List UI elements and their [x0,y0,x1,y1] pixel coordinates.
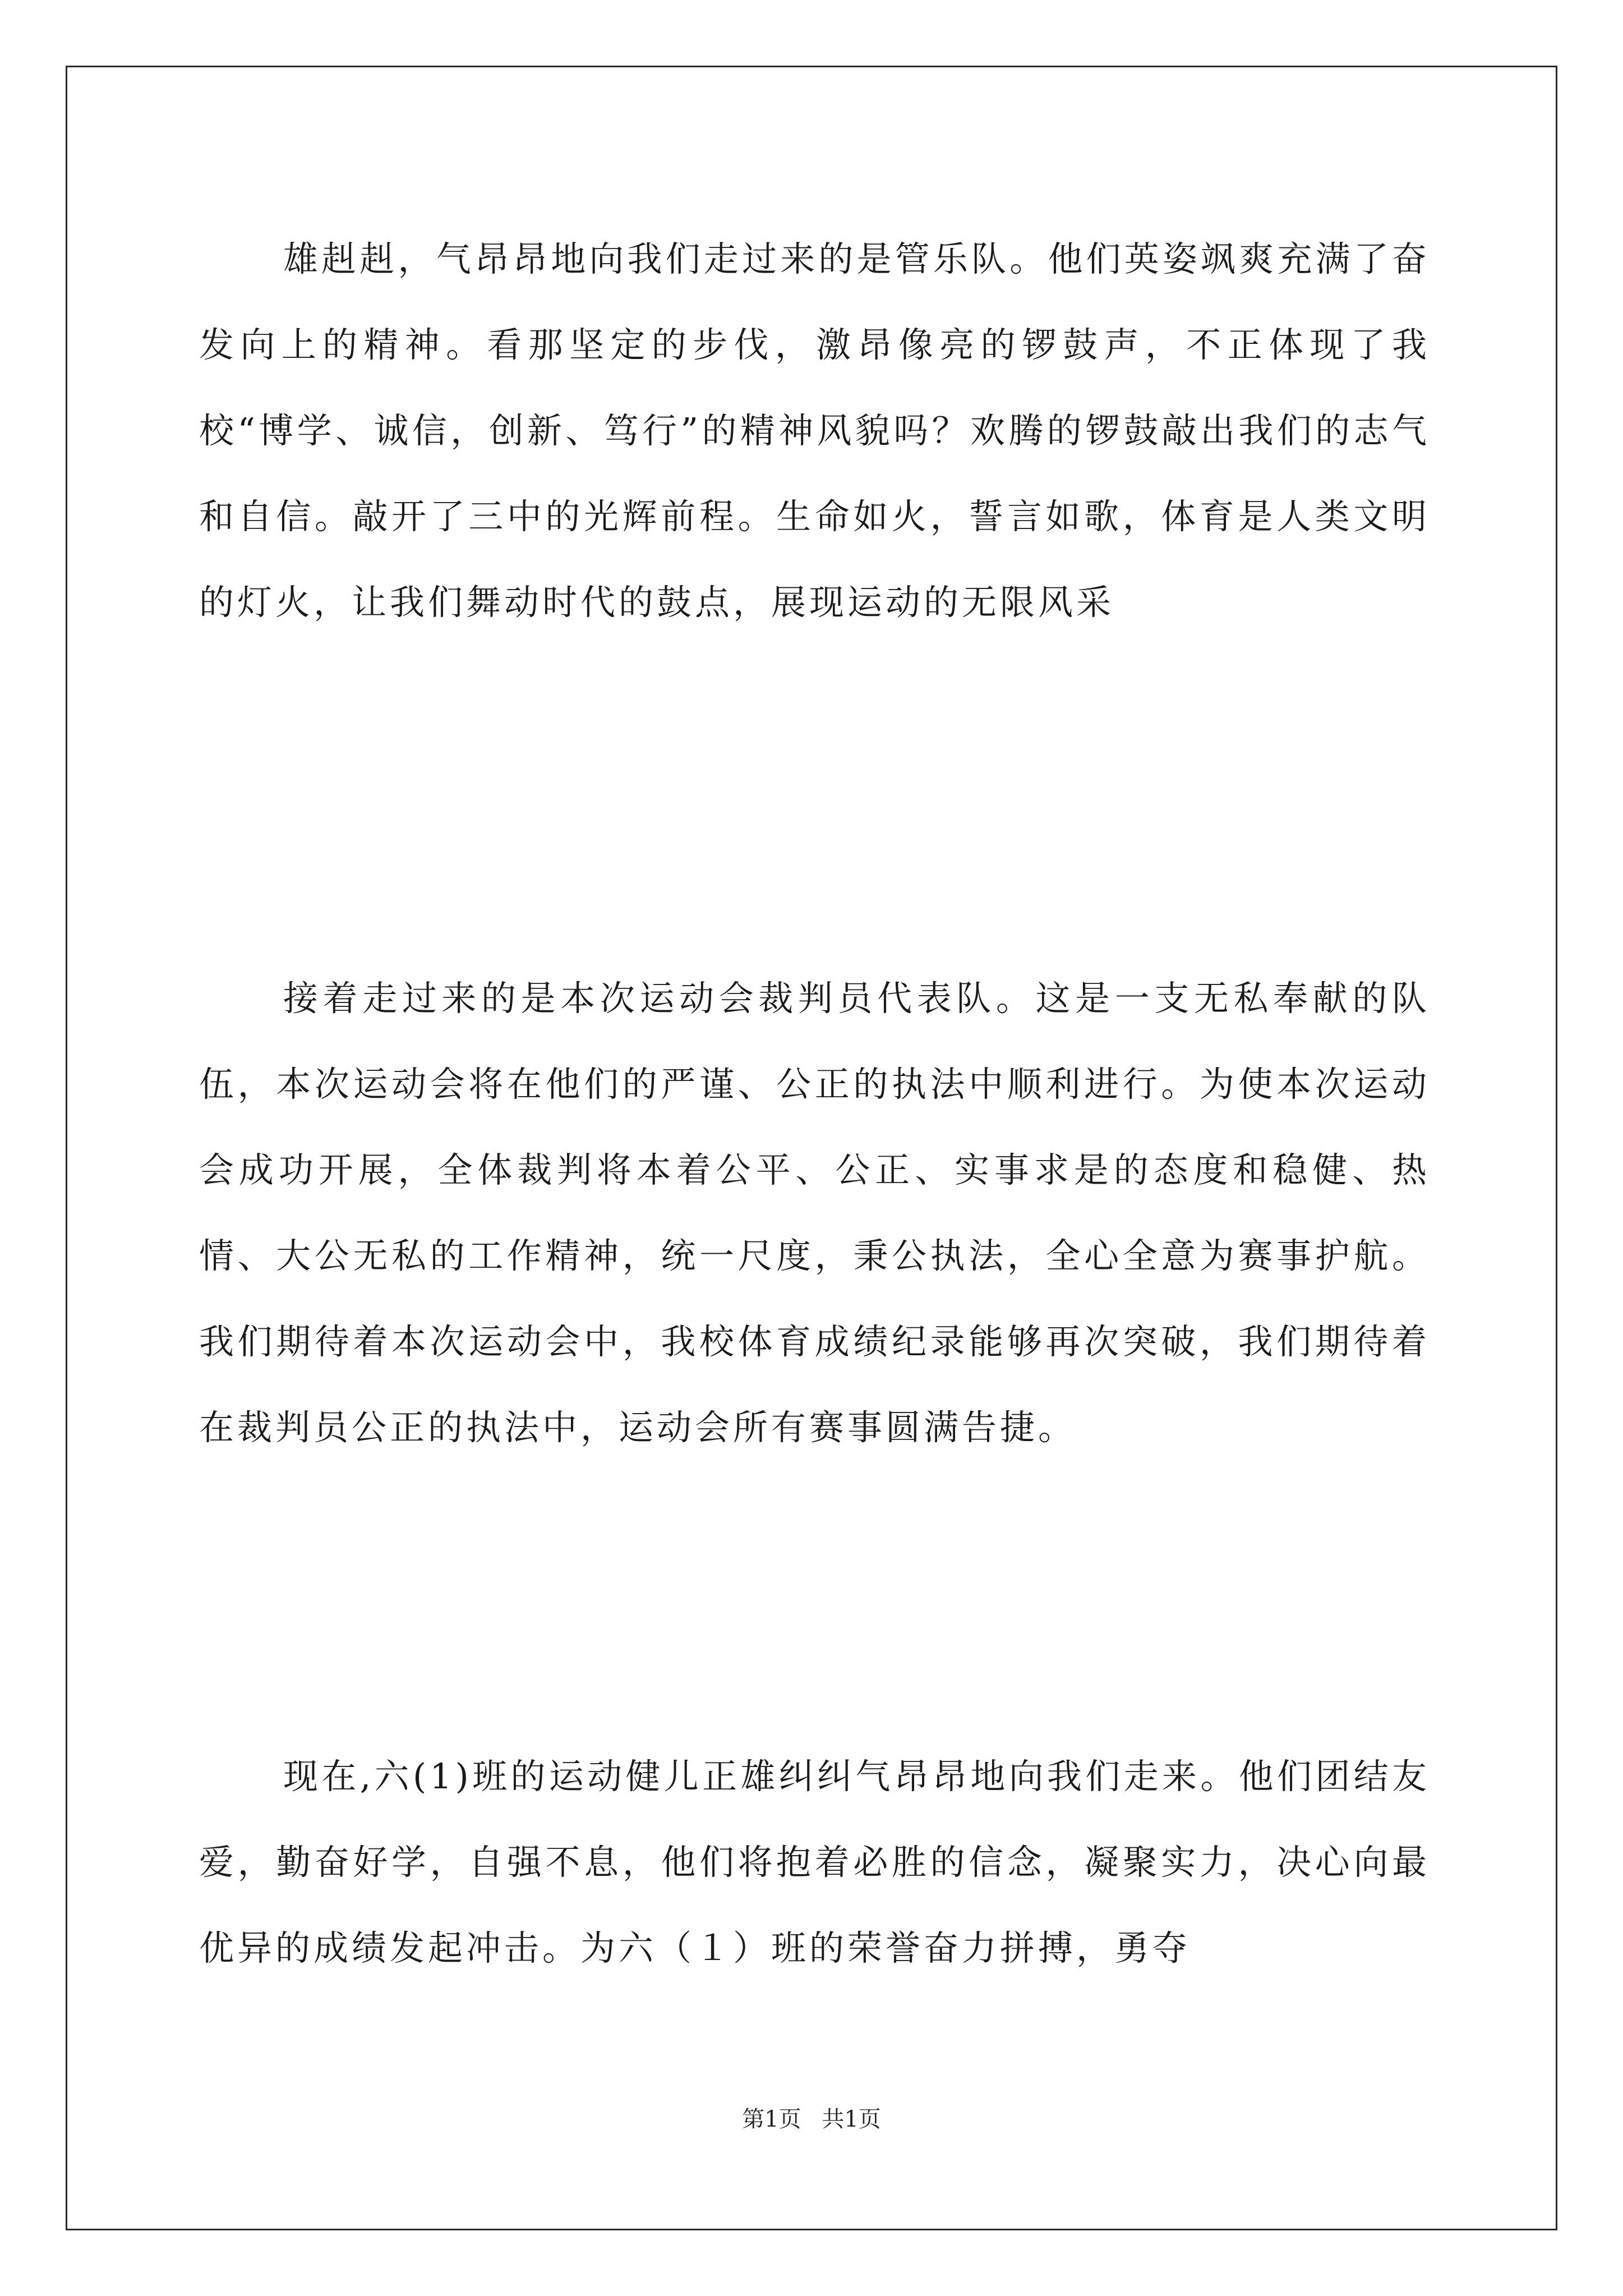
page-total: 共1页 [822,2106,881,2132]
paragraph-class-six-one: 现在,六(1)班的运动健儿正雄纠纠气昂昂地向我们走来。他们团结友爱，勤奋好学，自强不息，他们将抱着必胜的信念，凝聚实力，决心向最优异的成绩发起冲击。为六（１）班的荣誉奋力拼搏，勇夺 [199,1756,1430,1968]
page-number: 第1页 [742,2106,801,2132]
paragraph-referee-team: 接着走过来的是本次运动会裁判员代表队。这是一支无私奉献的队伍，本次运动会将在他们的严谨、公正的执法中顺利进行。为使本次运动会成功开展，全体裁判将本着公平、公正、实事求是的态度和稳健、热情、大公无私的工作精神，统一尺度，秉公执法，全心全意为赛事护航。我们期待着本次运动会中，我校体育成绩纪录能够再次突破，我们期待着在裁判员公正的执法中，运动会所有赛事圆满告捷。 [199,978,1430,1448]
paragraph-marching-band: 雄赳赳，气昂昂地向我们走过来的是管乐队。他们英姿飒爽充满了奋发向上的精神。看那坚定的步伐，激昂像亮的锣鼓声，不正体现了我校“博学、诚信，创新、笃行”的精神风貌吗？欢腾的锣鼓敲出我们的志气和自信。敲开了三中的光辉前程。生命如火，誓言如歌，体育是人类文明的灯火，让我们舞动时代的鼓点，展现运动的无限风采 [199,238,1430,623]
page-footer [0,2101,1623,2133]
